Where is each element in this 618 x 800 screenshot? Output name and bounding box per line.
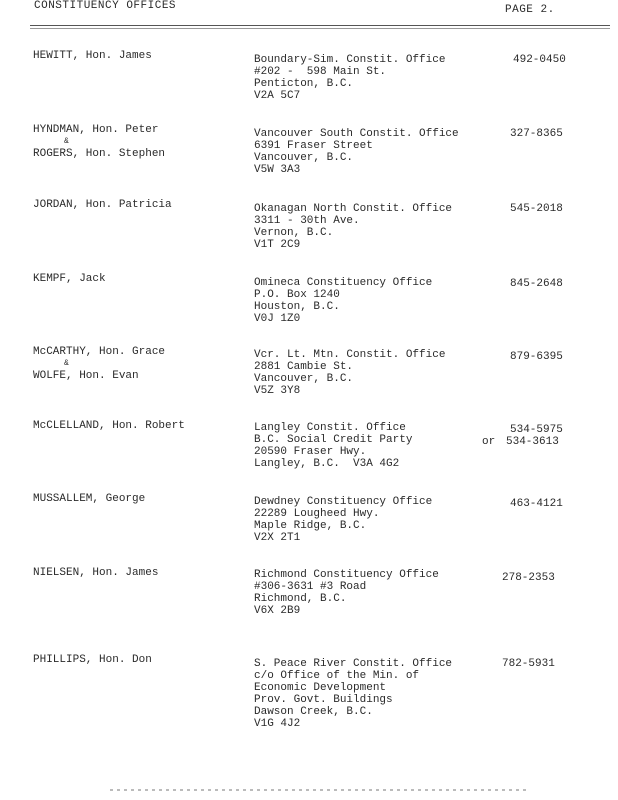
- office-line: V5Z 3Y8: [254, 385, 301, 397]
- member-name: McCLELLAND, Hon. Robert: [33, 420, 185, 432]
- member-name: MUSSALLEM, George: [33, 493, 146, 505]
- office-line: Langley, B.C. V3A 4G2: [254, 458, 400, 470]
- member-name: WOLFE, Hon. Evan: [33, 370, 139, 382]
- office-line: V6X 2B9: [254, 605, 301, 617]
- office-line: Maple Ridge, B.C.: [254, 520, 367, 532]
- office-line: Dewdney Constituency Office: [254, 496, 433, 508]
- office-line: Vernon, B.C.: [254, 227, 334, 239]
- member-name: McCARTHY, Hon. Grace: [33, 346, 166, 358]
- office-line: Houston, B.C.: [254, 301, 340, 313]
- office-line: Economic Development: [254, 682, 387, 694]
- page-number: PAGE 2.: [505, 4, 555, 16]
- office-line: V2A 5C7: [254, 90, 301, 102]
- office-line: Vancouver South Constit. Office: [254, 128, 459, 140]
- phone-number: 879-6395: [510, 351, 563, 363]
- office-line: Vancouver, B.C.: [254, 152, 354, 164]
- office-line: B.C. Social Credit Party: [254, 434, 413, 446]
- phone-number: 327-8365: [510, 128, 563, 140]
- phone-number: 492-0450: [513, 54, 566, 66]
- ampersand: &: [64, 137, 69, 146]
- header-rule: [30, 25, 610, 26]
- office-line: V1T 2C9: [254, 239, 301, 251]
- office-line: Okanagan North Constit. Office: [254, 203, 453, 215]
- office-line: Omineca Constituency Office: [254, 277, 433, 289]
- phone-number: 782-5931: [502, 658, 555, 670]
- scan-artifact: [110, 789, 530, 791]
- office-line: Dawson Creek, B.C.: [254, 706, 373, 718]
- phone-number-alt: 534-3613: [506, 436, 559, 448]
- office-line: #306-3631 #3 Road: [254, 581, 367, 593]
- office-line: Vcr. Lt. Mtn. Constit. Office: [254, 349, 446, 361]
- member-name: HEWITT, Hon. James: [33, 50, 152, 62]
- office-line: V0J 1Z0: [254, 313, 301, 325]
- office-line: #202 - 598 Main St.: [254, 66, 387, 78]
- office-line: 6391 Fraser Street: [254, 140, 373, 152]
- phone-number: 845-2648: [510, 278, 563, 290]
- office-line: 20590 Fraser Hwy.: [254, 446, 367, 458]
- member-name: JORDAN, Hon. Patricia: [33, 199, 172, 211]
- member-name: KEMPF, Jack: [33, 273, 106, 285]
- member-name: PHILLIPS, Hon. Don: [33, 654, 152, 666]
- page-header-title: CONSTITUENCY OFFICES: [34, 0, 177, 12]
- ampersand: &: [64, 359, 69, 368]
- office-line: S. Peace River Constit. Office: [254, 658, 453, 670]
- or-label: or: [482, 436, 496, 448]
- phone-number: 534-5975: [510, 424, 563, 436]
- office-line: Penticton, B.C.: [254, 78, 354, 90]
- header-rule-secondary: [30, 28, 610, 29]
- office-line: c/o Office of the Min. of: [254, 670, 420, 682]
- phone-number: 278-2353: [502, 572, 555, 584]
- member-name: NIELSEN, Hon. James: [33, 567, 159, 579]
- office-line: P.O. Box 1240: [254, 289, 340, 301]
- office-line: Langley Constit. Office: [254, 422, 406, 434]
- office-line: 3311 - 30th Ave.: [254, 215, 360, 227]
- office-line: Richmond Constituency Office: [254, 569, 439, 581]
- member-name: ROGERS, Hon. Stephen: [33, 148, 166, 160]
- office-line: V5W 3A3: [254, 164, 301, 176]
- office-line: Richmond, B.C.: [254, 593, 347, 605]
- member-name: HYNDMAN, Hon. Peter: [33, 124, 159, 136]
- office-line: V1G 4J2: [254, 718, 301, 730]
- phone-number: 463-4121: [510, 498, 563, 510]
- office-line: Prov. Govt. Buildings: [254, 694, 393, 706]
- phone-number: 545-2018: [510, 203, 563, 215]
- office-line: Boundary-Sim. Constit. Office: [254, 54, 446, 66]
- office-line: 2881 Cambie St.: [254, 361, 354, 373]
- office-line: Vancouver, B.C.: [254, 373, 354, 385]
- office-line: V2X 2T1: [254, 532, 301, 544]
- office-line: 22289 Lougheed Hwy.: [254, 508, 380, 520]
